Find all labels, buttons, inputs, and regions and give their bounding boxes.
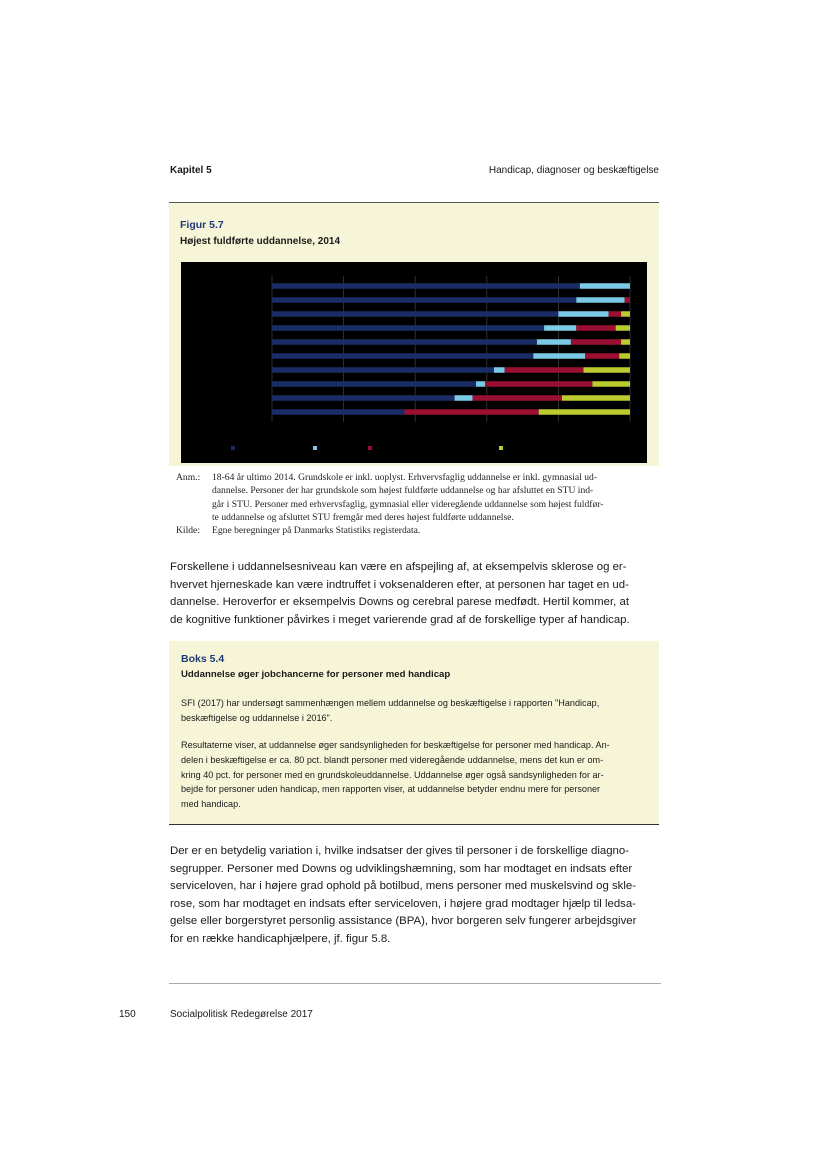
bar-segment — [272, 283, 580, 289]
bar-segment — [533, 353, 585, 359]
box-paragraph-1 — [181, 696, 647, 726]
legend-swatch — [499, 446, 503, 450]
bar-segment — [272, 367, 494, 373]
text-line: delen i beskæftigelse er ca. 80 pct. blandt personer med videregående uddannelse, mens det kun er om- — [181, 754, 604, 765]
bar-segment — [583, 367, 630, 373]
bar-segment — [616, 325, 630, 331]
bar-segment — [609, 311, 622, 317]
text-line: hvervet hjerneskade kan være indtruffet i voksenalderen efter, at personen har taget en ud- — [170, 578, 629, 591]
text-line: de kognitive funktioner påvirkes i meget varierende grad af de forskellige typer af handicap. — [170, 613, 630, 626]
text-line: beskæftigelse og uddannelse i 2016". — [181, 712, 333, 723]
figure-title: Højest fuldførte uddannelse, 2014 — [180, 236, 341, 247]
text-line: SFI (2017) har undersøgt sammenhængen mellem uddannelse og beskæftigelse i rapporten "Handicap, — [181, 698, 600, 708]
bar-segment — [505, 367, 584, 373]
footer-rule — [169, 983, 661, 984]
bar-segment — [455, 395, 473, 401]
bar-segment — [592, 381, 630, 387]
text-line: segrupper. Personer med Downs og udviklingshæmning, som har modtaget en indsats efter — [170, 862, 633, 875]
bar-segment — [625, 297, 630, 303]
kilde-text: Egne beregninger på Danmarks Statistiks registerdata. — [212, 525, 421, 537]
bar-segment — [272, 297, 576, 303]
text-line: Forskellene i uddannelsesniveau kan være en afspejling af, at eksempelvis sklerose og er- — [170, 561, 627, 573]
chapter-label: Kapitel 5 — [170, 165, 212, 176]
bar-segment — [272, 381, 476, 387]
figure-notes — [176, 471, 660, 537]
text-line: kring 40 pct. for personer med en grundskoleuddannelse. Uddannelse øger også sandsynligheden for ar- — [181, 769, 604, 780]
body-paragraph-1 — [170, 559, 662, 629]
text-line: for en række handicaphjælpere, jf. figur 5.8. — [170, 932, 391, 945]
figure-number: Figur 5.7 — [180, 219, 224, 231]
bar-segment — [272, 395, 455, 401]
bar-segment — [621, 339, 630, 345]
bar-segment — [580, 283, 630, 289]
anm-line: te uddannelse og afsluttet STU fremgår med deres højest fuldførte uddannelse. — [212, 511, 514, 523]
legend-swatch — [368, 446, 372, 450]
bar-segment — [544, 325, 576, 331]
text-line: gelse eller borgerstyret personlig assistance (BPA), hvor borgeren selv fungerer arbejdsgiver — [170, 915, 637, 928]
bar-segment — [404, 409, 538, 415]
bar-segment — [585, 353, 619, 359]
text-line: med handicap. — [181, 799, 241, 810]
box-paragraph-2 — [181, 738, 647, 812]
bar-segment — [539, 409, 630, 415]
section-title: Handicap, diagnoser og beskæftigelse — [488, 165, 659, 176]
bar-segment — [537, 339, 571, 345]
bar-segment — [485, 381, 592, 387]
box-number: Boks 5.4 — [181, 653, 225, 665]
kilde-note — [176, 524, 660, 537]
kilde-label: Kilde: — [176, 525, 200, 537]
publication-name: Socialpolitisk Redegørelse 2017 — [170, 1009, 313, 1020]
bar-segment — [472, 395, 561, 401]
figure-box — [169, 202, 659, 466]
anm-note — [176, 471, 660, 524]
text-line: Der er en betydelig variation i, hvilke indsatser der gives til personer i de forskellige diagno- — [170, 845, 630, 857]
anm-label: Anm.: — [176, 472, 201, 483]
anm-line: dannelse. Personer der har grundskole som højest fuldførte uddannelse og har afsluttet en STU ind- — [212, 485, 594, 497]
text-line: Resultaterne viser, at uddannelse øger sandsynligheden for beskæftigelse for personer med handicap. An- — [181, 740, 610, 750]
legend-swatch — [231, 446, 235, 450]
bar-segment — [571, 339, 621, 345]
anm-line: 18-64 år ultimo 2014. Grundskole er inkl. uoplyst. Erhvervsfaglig uddannelse er inkl. gymnasial ud- — [212, 472, 598, 483]
bar-segment — [558, 311, 608, 317]
bar-segment — [494, 367, 505, 373]
bar-segment — [476, 381, 485, 387]
bar-segment — [562, 395, 630, 401]
text-line: dannelse. Heroverfor er eksempelvis Downs og cerebral parese medfødt. Hertil kommer, at — [170, 596, 629, 609]
bar-segment — [272, 311, 558, 317]
text-line: bejde for personer uden handicap, men rapporten viser, at uddannelse betyder endnu mere for personer — [181, 784, 601, 795]
bar-segment — [272, 325, 544, 331]
info-box — [169, 641, 659, 825]
bar-segment — [576, 325, 615, 331]
legend-swatch — [313, 446, 317, 450]
text-line: serviceloven, har i højere grad ophold på botilbud, mens personer med muskelsvind og skle- — [170, 880, 636, 893]
bar-segment — [619, 353, 630, 359]
body-paragraph-2 — [170, 843, 662, 949]
bar-segment — [272, 339, 537, 345]
anm-line: går i STU. Personer med erhvervsfaglig, gymnasial eller videregående uddannelse som højest fuldfør- — [212, 498, 604, 510]
page-number: 150 — [119, 1009, 136, 1020]
anm-text — [212, 471, 660, 524]
bar-segment — [272, 353, 533, 359]
bar-segment — [272, 409, 404, 415]
bar-segment — [576, 297, 624, 303]
stacked-bar-chart — [181, 262, 647, 463]
box-title: Uddannelse øger jobchancerne for personer med handicap — [181, 669, 451, 680]
text-line: rose, som har modtaget en indsats efter serviceloven, i højere grad modtager hjælp til ledsa- — [170, 897, 636, 910]
bar-segment — [621, 311, 630, 317]
